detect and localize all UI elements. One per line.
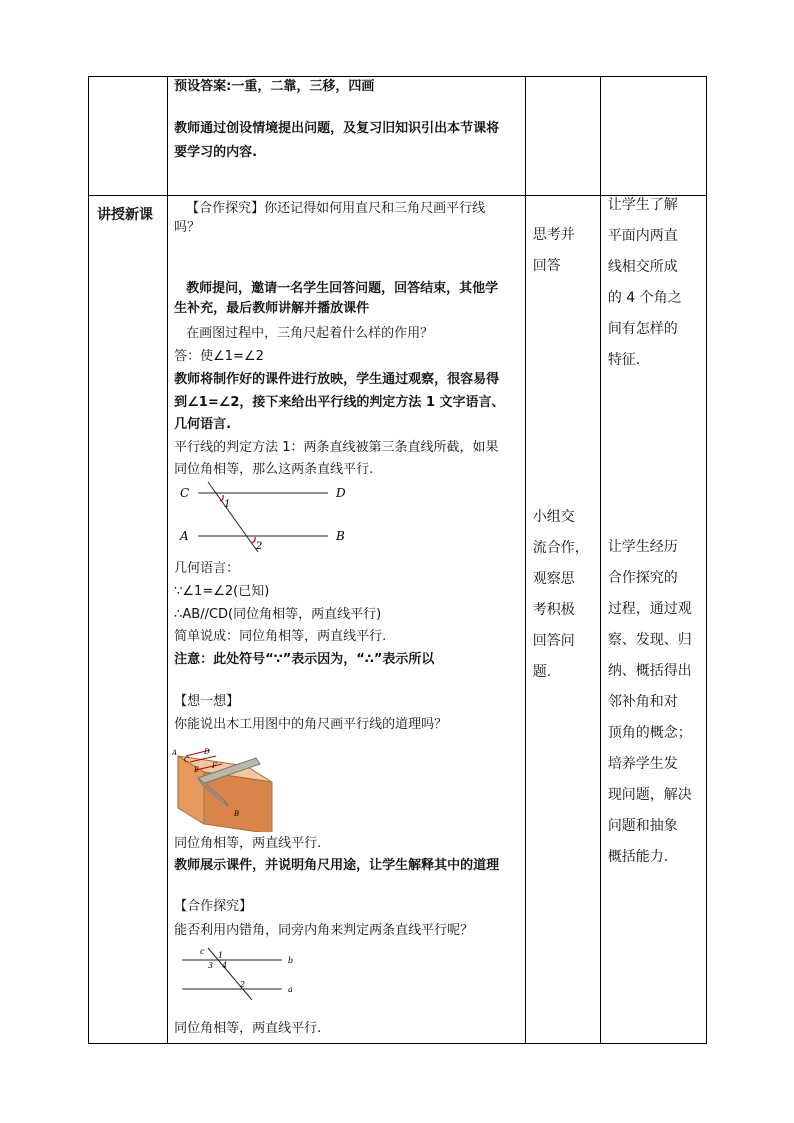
design-intent-cell [600,77,706,196]
parallel-lines-figure [168,478,368,558]
geometry-language-label: 几何语言： [174,561,240,576]
angle-2-arc [251,537,255,543]
answer-line: 同位角相等，两直线平行. [174,1021,322,1036]
section-title: 讲授新课 [97,207,153,223]
text-line: 思考并 [532,227,575,243]
design-intent-cell [600,196,706,1044]
point-a-label: A [172,749,178,757]
text-line: 线相交所成 [607,259,678,275]
theorem-line: 平行线的判定方法 1：两条直线被第三条直线所截，如果 [174,440,499,455]
teacher-note-line: 教师提问，邀请一名学生回答问题，回答结束，其他学 [186,281,499,296]
question-line: 能否利用内错角，同旁内角来判定两条直线平行呢？ [174,923,474,938]
section-cell [89,196,168,1044]
point-f-label: F [212,762,217,770]
point-b-label: B [336,529,345,543]
carpenter-square-figure [172,742,292,832]
angle-1-label: 1 [224,499,231,510]
content-cell [168,196,526,1044]
cooperative-inquiry-heading: 【合作探究】 [174,899,253,914]
text-line: 培养学生发 [607,756,678,772]
teacher-note-line: 教师展示课件，并说明角尺用途，让学生解释其中的道理 [174,858,500,873]
text-line: 问题和抽象 [607,818,678,834]
line-c-label: c [200,947,205,956]
line-a-label: a [288,985,293,994]
text-line: 纳、概括得出 [607,663,692,679]
teacher-note-line: 教师将制作好的课件进行放映，学生通过观察，很容易得 [174,372,500,387]
question-line: 在画图过程中，三角尺起着什么样的作用？ [186,326,434,341]
content-cell [168,77,526,196]
point-d-label: D [204,748,210,756]
text-line: 回答 [532,258,561,274]
teacher-note-line: 教师通过创设情境提出问题，及复习旧知识引出本节课将 [174,121,500,136]
line-c [208,948,252,1000]
block-front-face [204,772,272,832]
point-b-label: B [234,810,240,818]
text-line: 的 4 个角之 [607,290,682,306]
answer-line: 同位角相等，两直线平行. [174,836,322,851]
student-activity-group [533,220,575,282]
answer-line: 答：使∠1=∠2 [174,349,264,364]
table-row [89,77,707,196]
student-activity-cell [525,196,600,1044]
summary-line: 简单说成：同位角相等，两直线平行. [174,629,387,644]
design-intent-group [608,190,682,376]
proof-line: ∵∠1=∠2(已知) [174,584,270,599]
point-d-label: D [336,486,346,500]
teacher-note-line: 几何语言. [174,417,232,432]
text-line: 合作探究的 [607,570,678,586]
text-line: 间有怎样的 [607,321,678,337]
text-line: 题. [532,664,552,680]
text-line: 观察思 [532,571,575,587]
text-line: 小组交 [532,509,575,525]
text-line: 让学生经历 [607,539,678,555]
point-c-label: C [184,756,190,764]
point-c-label: C [180,486,190,500]
theorem-line: 同位角相等，那么这两条直线平行. [174,462,374,477]
note-line: 注意：此处符号“∵”表示因为，“∴”表示所以 [174,652,435,667]
proof-line: ∴AB//CD(同位角相等，两直线平行) [174,607,382,622]
angle-2-label: 2 [256,541,263,552]
section-cell-empty [89,77,168,196]
cooperative-inquiry-question: 【合作探究】你还记得如何用直尺和三角尺画平行线 [186,201,486,216]
text-line: 流合作， [532,540,589,556]
text-line: 平面内两直 [607,228,678,244]
think-heading: 【想一想】 [174,694,240,709]
text-line: 特征. [607,352,641,368]
line-b-label: b [288,956,294,965]
text-line: 邻补角和对 [607,694,678,710]
angle-2-label: 2 [240,980,246,989]
angle-1-label: 1 [218,951,224,960]
text-line: 现问题，解决 [607,787,692,803]
angle-4-label: 4 [222,961,228,970]
text-line: 吗？ [174,220,201,235]
question-line: 你能说出木工用图中的角尺画平行线的道理吗？ [174,717,448,732]
teacher-note-line: 到∠1=∠2，接下来给出平行线的判定方法 1 文字语言、 [174,395,505,410]
transversal-angles-figure [172,944,312,1004]
text-line: 回答问 [532,633,575,649]
teacher-note-line: 生补充，最后教师讲解并播放课件 [174,301,370,316]
text-line: 顶角的概念； [607,725,692,741]
table-row [89,196,707,1044]
lesson-table [88,76,707,1044]
point-a-label: A [180,529,189,543]
text-line: 概括能力. [607,849,669,865]
angle-3-label: 3 [208,961,214,970]
student-activity-cell [525,77,600,196]
preset-answer: 预设答案:一重，二靠，三移，四画 [174,79,375,94]
text-line: 过程，通过观 [607,601,692,617]
student-activity-group [533,502,589,688]
design-intent-group [608,532,692,873]
text-line: 让学生了解 [607,197,678,213]
text-line: 考积极 [532,602,575,618]
point-e-label: E [194,766,200,774]
teacher-note-line: 要学习的内容. [174,145,258,160]
text-line: 察、发现、归 [607,632,692,648]
